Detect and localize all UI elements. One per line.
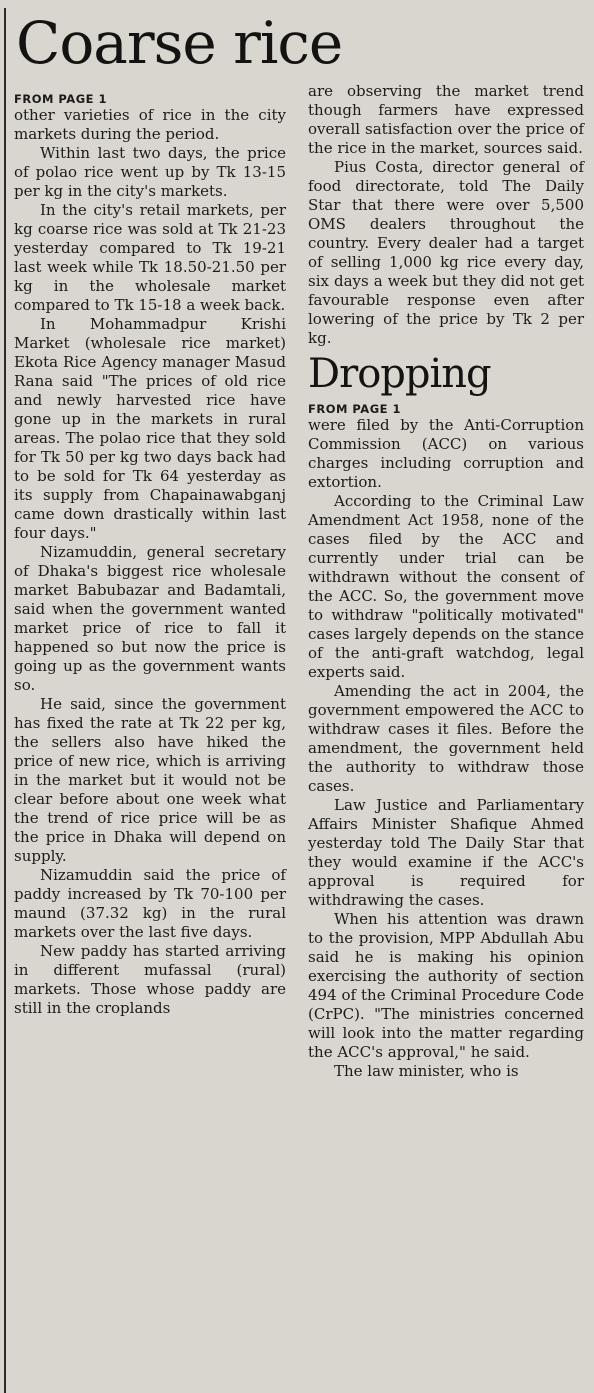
paragraph: were filed by the Anti-Corruption Commission (ACC) on various charges including corruption and extortion. [308,416,584,491]
paragraph: In Mohammadpur Krishi Market (wholesale rice market) Ekota Rice Agency manager Masud Rana said "The prices of old rice and newly harvested rice have gone up in the markets in rural areas. The polao rice that they sold for Tk 50 per kg two days back had to be sold for Tk 64 yesterday as its supply from Chapainawabganj came down drastically within last four days." [14,315,286,542]
paragraph: are observing the market trend though farmers have expressed overall satisfaction over the price of the rice in the market, sources said. [308,82,584,157]
paragraph: When his attention was drawn to the provision, MPP Abdullah Abu said he is making his opinion exercising the authority of section 494 of the Criminal Procedure Code (CrPC). "The ministries concerned will look into the matter regarding the ACC's approval," he said. [308,910,584,1061]
column-rule [4,8,6,1393]
paragraph: The law minister, who is [334,1062,519,1080]
headline-dropping: Dropping [308,351,491,397]
from-page-label: FROM PAGE 1 [14,92,108,106]
paragraph: In the city's retail markets, per kg coarse rice was sold at Tk 21-23 yesterday compared to Tk 19-21 last week while Tk 18.50-21.50 per kg in the wholesale market compared to Tk 15-18 a week back. [14,201,286,314]
paragraph: Nizamuddin said the price of paddy increased by Tk 70-100 per maund (37.32 kg) in the rural markets over the last five days. [14,866,286,941]
paragraph: Nizamuddin, general secretary of Dhaka's biggest rice wholesale market Babubazar and Badamtali, said when the government wanted market price of rice to fall it happened so but now the price is going up as the government wants so. [14,543,286,694]
article-coarse-rice-left-column [14,92,286,1018]
paragraph: Law Justice and Parliamentary Affairs Minister Shafique Ahmed yesterday told The Daily Star that they would examine if the ACC's approval is required for withdrawing the cases. [308,796,584,909]
paragraph: other varieties of rice in the city markets during the period. [14,106,286,143]
paragraph: Amending the act in 2004, the government empowered the ACC to withdraw cases it files. Before the amendment, the government held the authority to withdraw those cases. [308,682,584,795]
article-coarse-rice-right-column [308,82,584,1081]
headline-coarse-rice: Coarse rice [16,9,343,77]
from-page-label: FROM PAGE 1 [308,402,402,416]
paragraph: Pius Costa, director general of food directorate, told The Daily Star that there were over 5,500 OMS dealers throughout the country. Every dealer had a target of selling 1,000 kg rice every day, six days a week but they did not get favourable response even after lowering of the price by Tk 2 per kg. [308,158,584,347]
paragraph: Within last two days, the price of polao rice went up by Tk 13-15 per kg in the city's markets. [14,144,286,200]
paragraph: He said, since the government has fixed the rate at Tk 22 per kg, the sellers also have hiked the price of new rice, which is arriving in the market but it would not be clear before about one week what the trend of rice price will be as the price in Dhaka will depend on supply. [14,695,286,865]
paragraph: According to the Criminal Law Amendment Act 1958, none of the cases filed by the ACC and currently under trial can be withdrawn without the consent of the ACC. So, the government move to withdraw "politically motivated" cases largely depends on the stance of the anti-graft watchdog, legal experts said. [308,492,584,681]
paragraph: New paddy has started arriving in different mufassal (rural) markets. Those whose paddy are still in the croplands [14,942,286,1017]
